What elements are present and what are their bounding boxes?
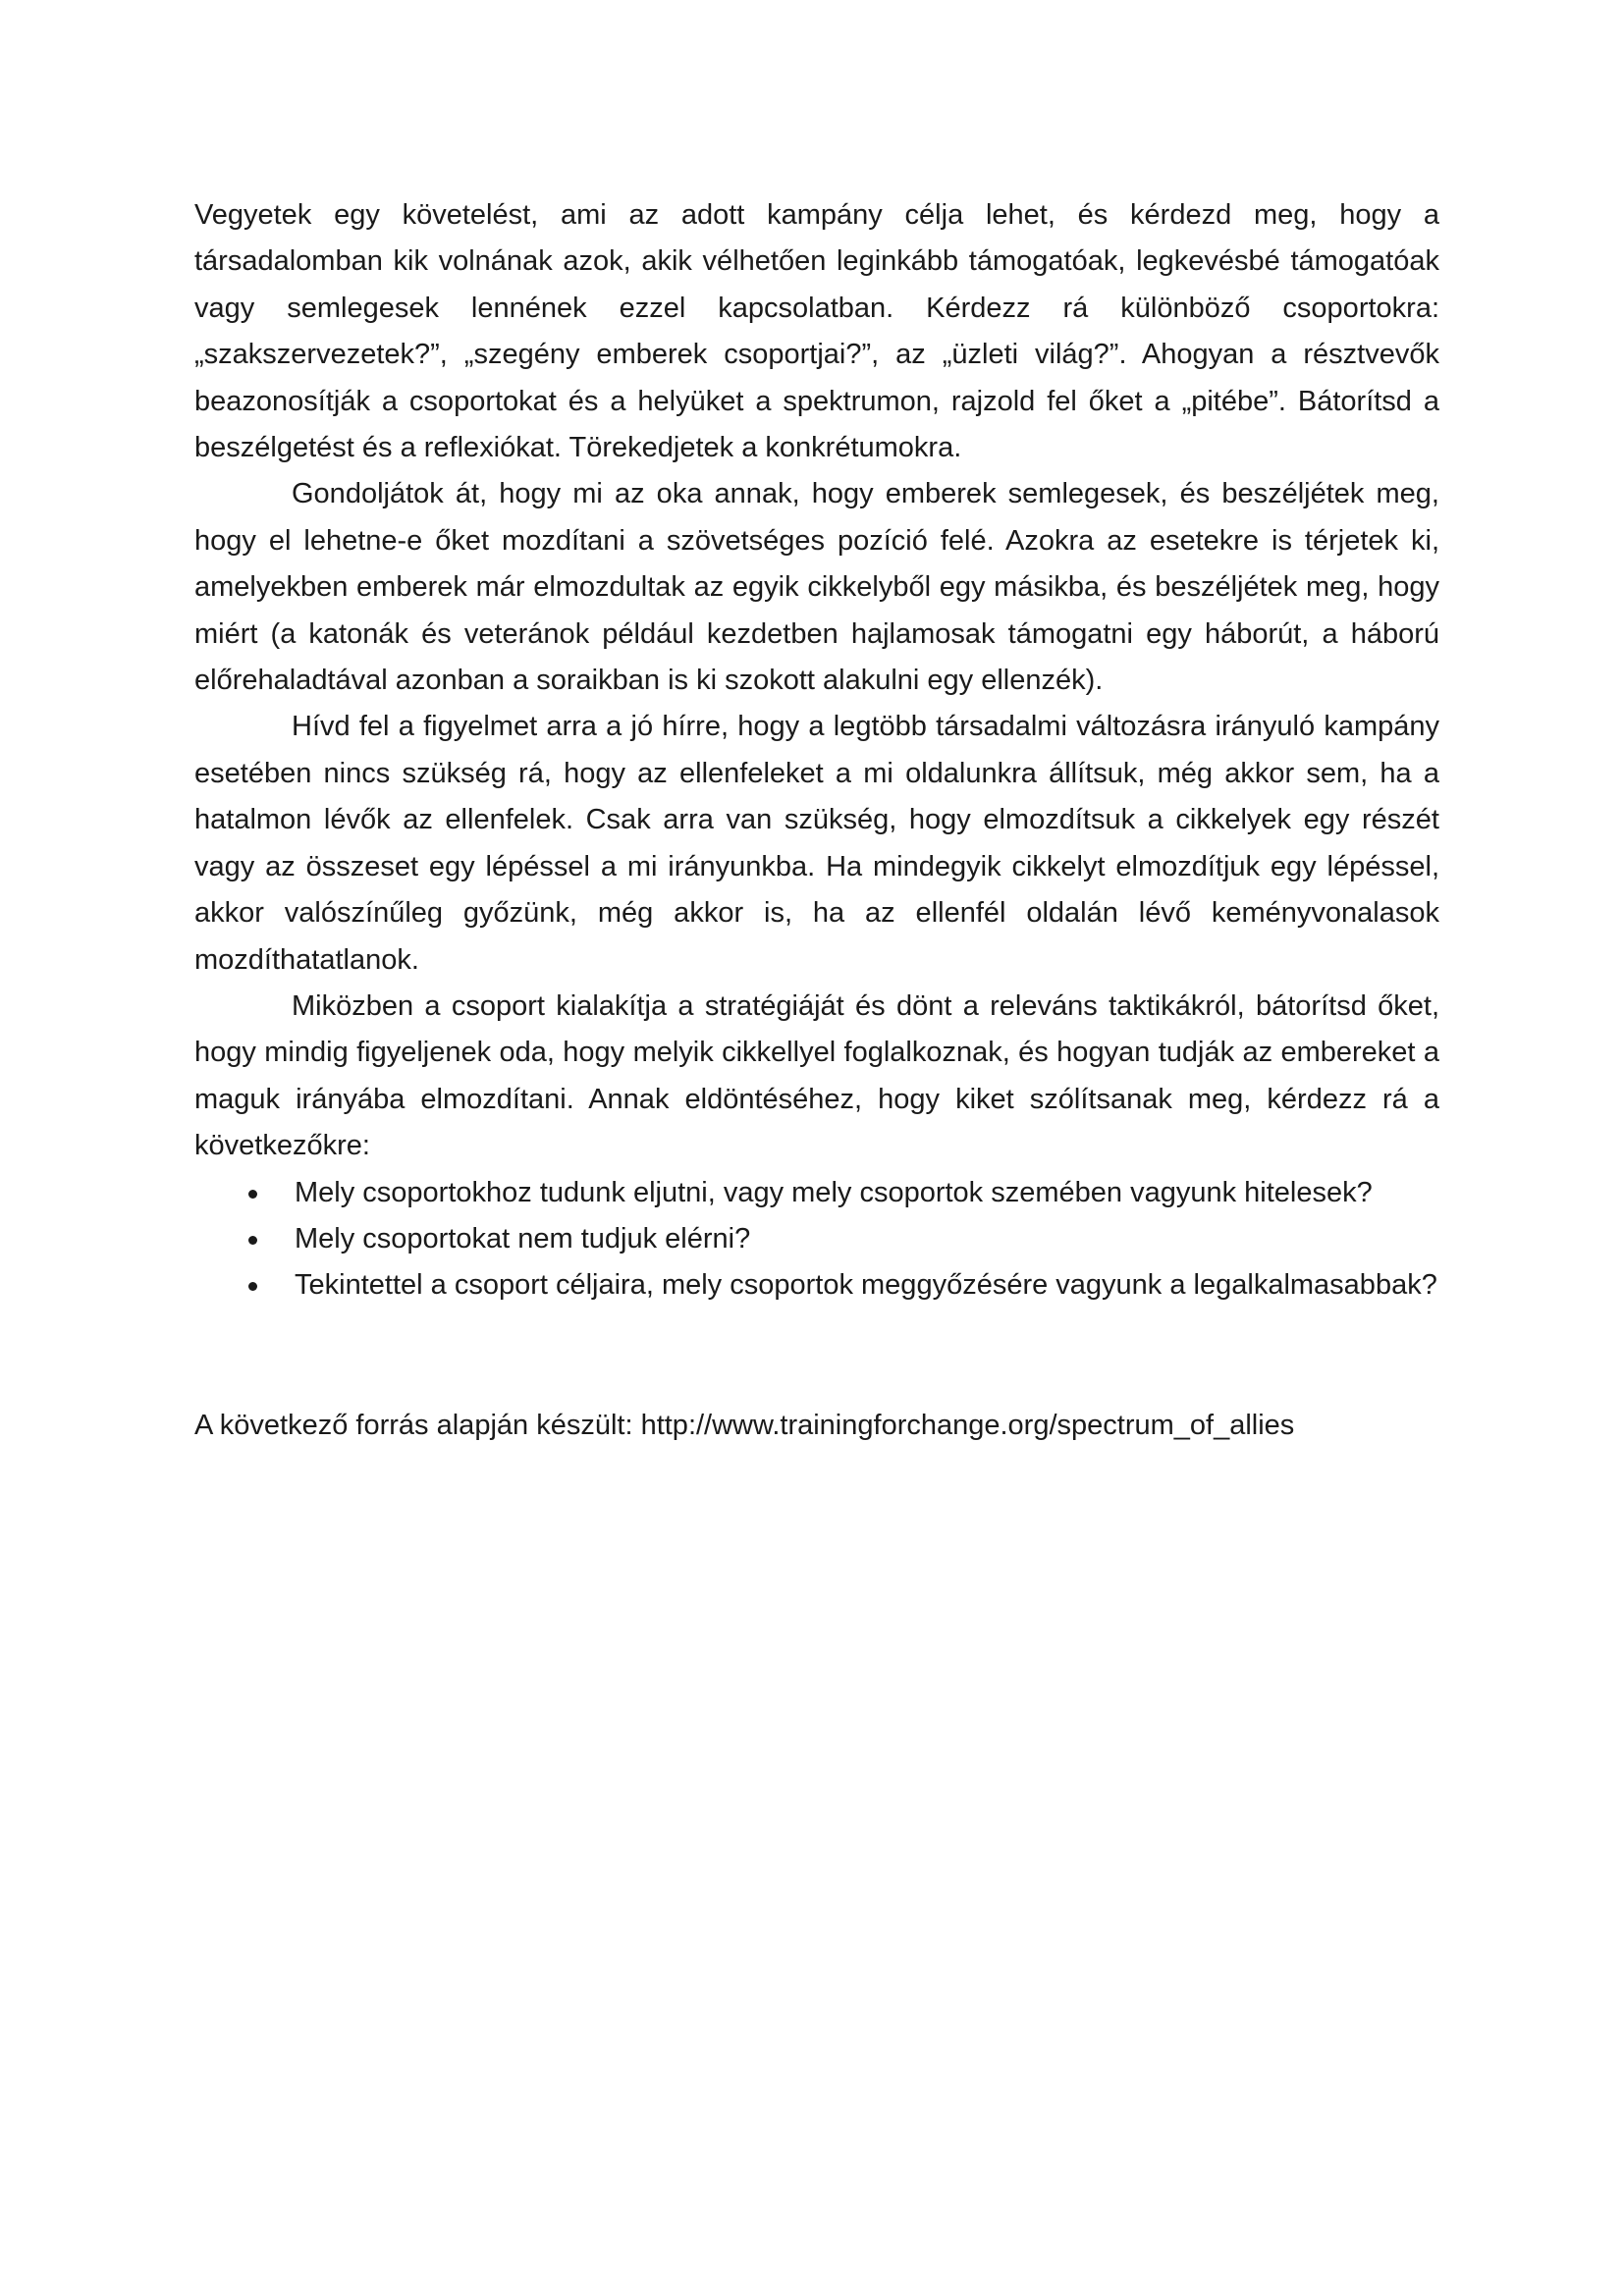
- paragraph-strategy: Miközben a csoport kialakítja a stratégiáját és dönt a releváns taktikákról, bátorítsd őket, hogy mindig figyeljenek oda, hogy melyik cikkellyel foglalkoznak, és hogyan tudják az embereket a maguk irányába elmozdítani. Annak eldöntéséhez, hogy kiket szólítsanak meg, kérdezz rá a következőkre:: [194, 989, 1439, 1162]
- list-item: [194, 1262, 1439, 1308]
- paragraph-good-news: Hívd fel a figyelmet arra a jó hírre, hogy a legtöbb társadalmi változásra irányuló kampány esetében nincs szükség rá, hogy az ellenfeleket a mi oldalunkra állítsuk, még akkor sem, ha a hatalmon lévők az ellenfelek. Csak arra van szükség, hogy elmozdítsuk a cikkelyek egy részét vagy az összeset egy lépéssel a mi irányunkba. Ha mindegyik cikkelyt elmozdítjuk egy lépéssel, akkor valószínűleg győzünk, még akkor is, ha az ellenfél oldalán lévő keményvonalasok mozdíthatatlanok.: [194, 711, 1439, 976]
- bullet-icon: [248, 1282, 257, 1291]
- list-item: [194, 1216, 1439, 1262]
- bullet-icon: [248, 1190, 257, 1199]
- paragraph-intro: Vegyetek egy követelést, ami az adott kampány célja lehet, és kérdezd meg, hogy a társadalomban kik volnának azok, akik vélhetően leginkább támogatóak, legkevésbé támogatóak vagy semlegesek lennének ezzel kapcsolatban. Kérdezz rá különböző csoportokra: „szakszervezetek?”, „szegény emberek csoportjai?”, az „üzleti világ?”. Ahogyan a résztvevők beazonosítják a csoportokat és a helyüket a spektrumon, rajzold fel őket a „pitébe”. Bátorítsd a beszélgetést és a reflexiókat. Törekedjetek a konkrétumokra.: [194, 199, 1439, 464]
- list-item: [194, 1170, 1439, 1216]
- list-item-text: Mely csoportokat nem tudjuk elérni?: [295, 1222, 751, 1255]
- bullet-icon: [248, 1236, 257, 1245]
- paragraph-neutral-groups: Gondoljátok át, hogy mi az oka annak, hogy emberek semlegesek, és beszéljétek meg, hogy el lehetne-e őket mozdítani a szövetséges pozíció felé. Azokra az esetekre is térjetek ki, amelyekben emberek már elmozdultak az egyik cikkelyből egy másikba, és beszéljétek meg, hogy miért (a katonák és veteránok például kezdetben hajlamosak támogatni egy háborút, a háború előrehaladtával azonban a soraikban is ki szokott alakulni egy ellenzék).: [194, 478, 1439, 697]
- list-item-text: Tekintettel a csoport céljaira, mely csoportok meggyőzésére vagyunk a legalkalmasabbak?: [295, 1269, 1437, 1302]
- question-list: [194, 1170, 1439, 1309]
- list-item-text: Mely csoportokhoz tudunk eljutni, vagy mely csoportok szemében vagyunk hitelesek?: [295, 1176, 1373, 1208]
- document-body: [194, 192, 1439, 1449]
- source-reference: A következő forrás alapján készült: http://www.trainingforchange.org/spectrum_of_allies: [194, 1409, 1295, 1441]
